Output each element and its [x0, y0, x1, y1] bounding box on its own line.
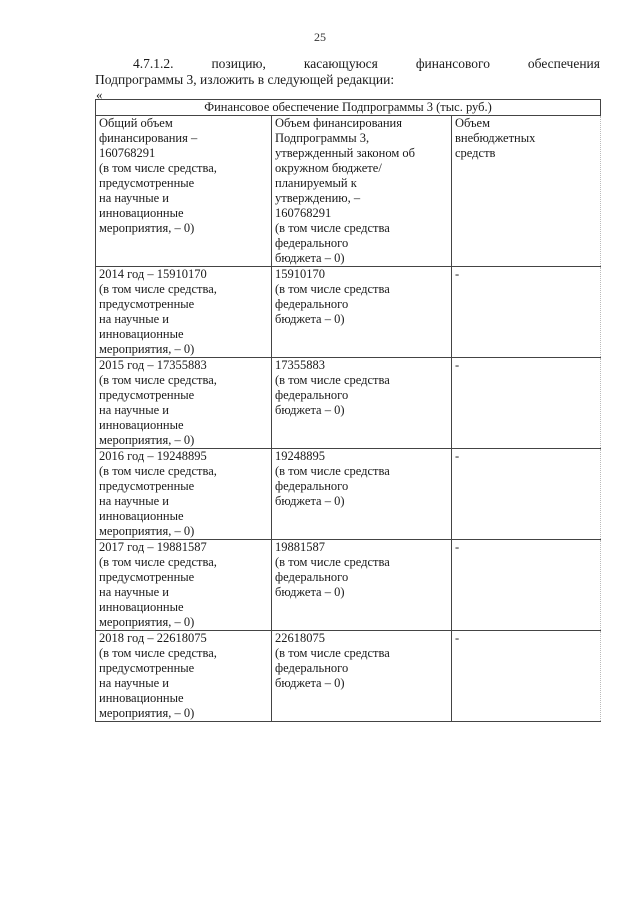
- header-col2-line: федерального: [275, 236, 349, 250]
- row-subprogram-cell: [272, 358, 452, 449]
- table-header-row: [96, 116, 601, 267]
- row-total-cell: [96, 358, 272, 449]
- row-total-cell: [96, 449, 272, 540]
- row-col2-line: бюджета – 0): [275, 494, 345, 508]
- row-col2-line: (в том числе средства: [275, 373, 390, 387]
- table-row: [96, 540, 601, 631]
- row-extrabudgetary-cell: -: [452, 449, 601, 540]
- row-col1-line: на научные и: [99, 585, 169, 599]
- header-col3-line: Объем: [455, 116, 490, 130]
- row-col2-line: (в том числе средства: [275, 282, 390, 296]
- row-col1-line: (в том числе средства,: [99, 373, 217, 387]
- row-col2-line: 17355883: [275, 358, 325, 372]
- row-col1-line: предусмотренные: [99, 570, 195, 584]
- row-col2-line: бюджета – 0): [275, 403, 345, 417]
- row-col1-line: инновационные: [99, 600, 184, 614]
- row-col1-line: 2018 год – 22618075: [99, 631, 207, 645]
- row-col1-line: предусмотренные: [99, 297, 195, 311]
- header-col2-line: окружном бюджете/: [275, 161, 382, 175]
- row-col2-line: федерального: [275, 570, 349, 584]
- header-col1-line: на научные и: [99, 191, 169, 205]
- row-col2-line: 19881587: [275, 540, 325, 554]
- row-col1-line: (в том числе средства,: [99, 282, 217, 296]
- row-extrabudgetary-cell: -: [452, 631, 601, 722]
- page-number: 25: [314, 30, 326, 44]
- table-row: [96, 358, 601, 449]
- row-col1-line: 2016 год – 19248895: [99, 449, 207, 463]
- header-col3-line: внебюджетных: [455, 131, 536, 145]
- row-total-cell: [96, 267, 272, 358]
- header-subprogram-funding: [272, 116, 452, 267]
- row-col1-line: на научные и: [99, 312, 169, 326]
- row-col1-line: (в том числе средства,: [99, 646, 217, 660]
- header-col1-line: Общий объем: [99, 116, 173, 130]
- row-subprogram-cell: [272, 540, 452, 631]
- header-col1-line: 160768291: [99, 146, 156, 160]
- row-subprogram-cell: [272, 631, 452, 722]
- row-col1-line: на научные и: [99, 494, 169, 508]
- row-col1-line: 2014 год – 15910170: [99, 267, 207, 281]
- row-col1-line: 2015 год – 17355883: [99, 358, 207, 372]
- row-extrabudgetary-cell: -: [452, 358, 601, 449]
- row-col2-line: 19248895: [275, 449, 325, 463]
- row-col2-line: бюджета – 0): [275, 676, 345, 690]
- row-col1-line: 2017 год – 19881587: [99, 540, 207, 554]
- row-col2-line: федерального: [275, 661, 349, 675]
- row-total-cell: [96, 631, 272, 722]
- row-col1-line: инновационные: [99, 418, 184, 432]
- row-col1-line: мероприятия, – 0): [99, 342, 195, 356]
- row-col2-line: бюджета – 0): [275, 585, 345, 599]
- header-col1-line: (в том числе средства,: [99, 161, 217, 175]
- header-col2-line: утвержденный законом об: [275, 146, 415, 160]
- row-col1-line: предусмотренные: [99, 661, 195, 675]
- row-col1-line: на научные и: [99, 676, 169, 690]
- row-col1-line: инновационные: [99, 509, 184, 523]
- row-col2-line: (в том числе средства: [275, 555, 390, 569]
- header-col1-line: предусмотренные: [99, 176, 195, 190]
- row-col1-line: (в том числе средства,: [99, 464, 217, 478]
- intro-line-2: Подпрограммы 3, изложить в следующей редакции:: [95, 72, 395, 87]
- row-col1-line: инновационные: [99, 327, 184, 341]
- row-col1-line: (в том числе средства,: [99, 555, 217, 569]
- financing-table: [95, 99, 601, 722]
- header-col1-line: инновационные: [99, 206, 184, 220]
- header-col2-line: 160768291: [275, 206, 332, 220]
- row-col2-line: федерального: [275, 297, 349, 311]
- intro-paragraph: [95, 56, 600, 88]
- row-col1-line: предусмотренные: [99, 388, 195, 402]
- header-col2-line: утверждению, –: [275, 191, 361, 205]
- header-total-funding: [96, 116, 272, 267]
- table-row: [96, 449, 601, 540]
- row-col2-line: 15910170: [275, 267, 325, 281]
- row-col1-line: мероприятия, – 0): [99, 615, 195, 629]
- intro-line-1: 4.7.1.2. позицию, касающуюся финансового обеспечения: [133, 56, 600, 71]
- header-extrabudgetary: [452, 116, 601, 267]
- row-subprogram-cell: [272, 267, 452, 358]
- row-extrabudgetary-cell: -: [452, 267, 601, 358]
- header-col2-line: Подпрограммы 3,: [275, 131, 370, 145]
- row-col2-line: 22618075: [275, 631, 325, 645]
- row-col1-line: мероприятия, – 0): [99, 706, 195, 720]
- row-col2-line: федерального: [275, 388, 349, 402]
- table-row: [96, 631, 601, 722]
- table-caption: Финансовое обеспечение Подпрограммы 3 (тыс. руб.): [96, 100, 601, 116]
- header-col3-line: средств: [455, 146, 496, 160]
- row-col2-line: бюджета – 0): [275, 312, 345, 326]
- row-subprogram-cell: [272, 449, 452, 540]
- header-col1-line: финансирования –: [99, 131, 198, 145]
- row-col1-line: предусмотренные: [99, 479, 195, 493]
- header-col2-line: планируемый к: [275, 176, 357, 190]
- header-col2-line: бюджета – 0): [275, 251, 345, 265]
- row-col2-line: (в том числе средства: [275, 646, 390, 660]
- row-extrabudgetary-cell: -: [452, 540, 601, 631]
- opening-quote-mark: «: [96, 87, 103, 102]
- row-col1-line: на научные и: [99, 403, 169, 417]
- row-total-cell: [96, 540, 272, 631]
- header-col1-line: мероприятия, – 0): [99, 221, 195, 235]
- header-col2-line: (в том числе средства: [275, 221, 390, 235]
- table-row: [96, 267, 601, 358]
- row-col1-line: мероприятия, – 0): [99, 433, 195, 447]
- row-col2-line: федерального: [275, 479, 349, 493]
- row-col1-line: мероприятия, – 0): [99, 524, 195, 538]
- header-col2-line: Объем финансирования: [275, 116, 402, 130]
- row-col2-line: (в том числе средства: [275, 464, 390, 478]
- row-col1-line: инновационные: [99, 691, 184, 705]
